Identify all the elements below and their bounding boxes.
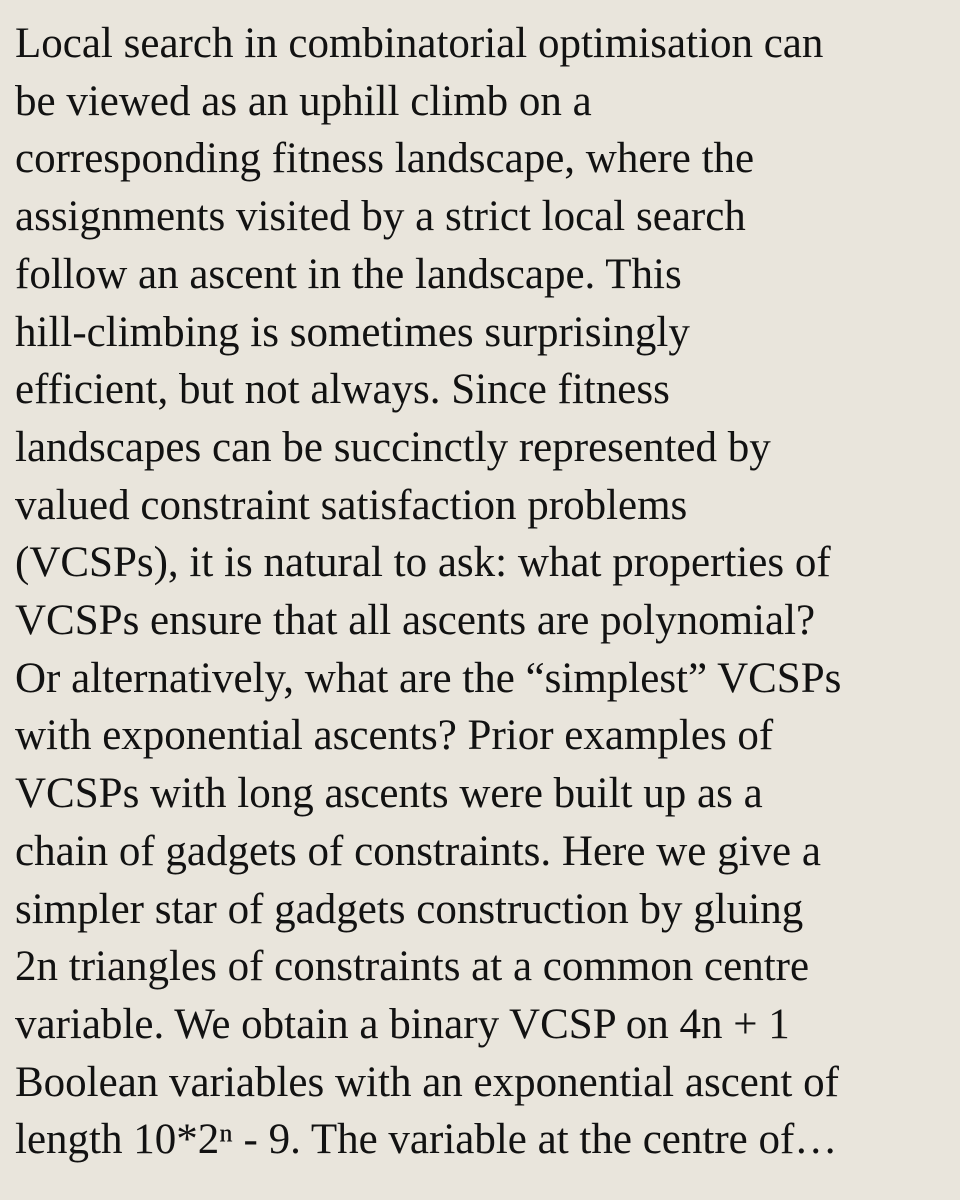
text-line: Boolean variables with an exponential ascent of xyxy=(15,1058,839,1106)
text-line: with exponential ascents? Prior examples of xyxy=(15,712,774,760)
text-line: be viewed as an uphill climb on a xyxy=(15,77,592,125)
text-line: variable. We obtain a binary VCSP on 4n + 1 xyxy=(15,1000,790,1048)
abstract-text xyxy=(15,15,955,1169)
text-line: chain of gadgets of constraints. Here we give a xyxy=(15,827,821,875)
text-line: landscapes can be succinctly represented by xyxy=(15,423,771,471)
text-line: Or alternatively, what are the “simplest” VCSPs xyxy=(15,654,842,702)
text-line: corresponding fitness landscape, where the xyxy=(15,135,755,183)
text-line: Local search in combinatorial optimisation can xyxy=(15,20,824,67)
text-line: length 10*2ⁿ - 9. The variable at the centre of… xyxy=(15,1116,838,1164)
text-line: hill-climbing is sometimes surprisingly xyxy=(15,308,690,356)
text-line: VCSPs with long ascents were built up as a xyxy=(15,770,763,818)
text-line: assignments visited by a strict local search xyxy=(15,193,746,241)
text-line: efficient, but not always. Since fitness xyxy=(15,366,670,414)
text-line: (VCSPs), it is natural to ask: what properties of xyxy=(15,539,831,587)
text-line: 2n triangles of constraints at a common centre xyxy=(15,943,810,991)
text-line: follow an ascent in the landscape. This xyxy=(15,250,682,298)
text-line: VCSPs ensure that all ascents are polynomial? xyxy=(15,597,816,645)
text-line: simpler star of gadgets construction by gluing xyxy=(15,885,804,933)
text-line: valued constraint satisfaction problems xyxy=(15,481,688,529)
